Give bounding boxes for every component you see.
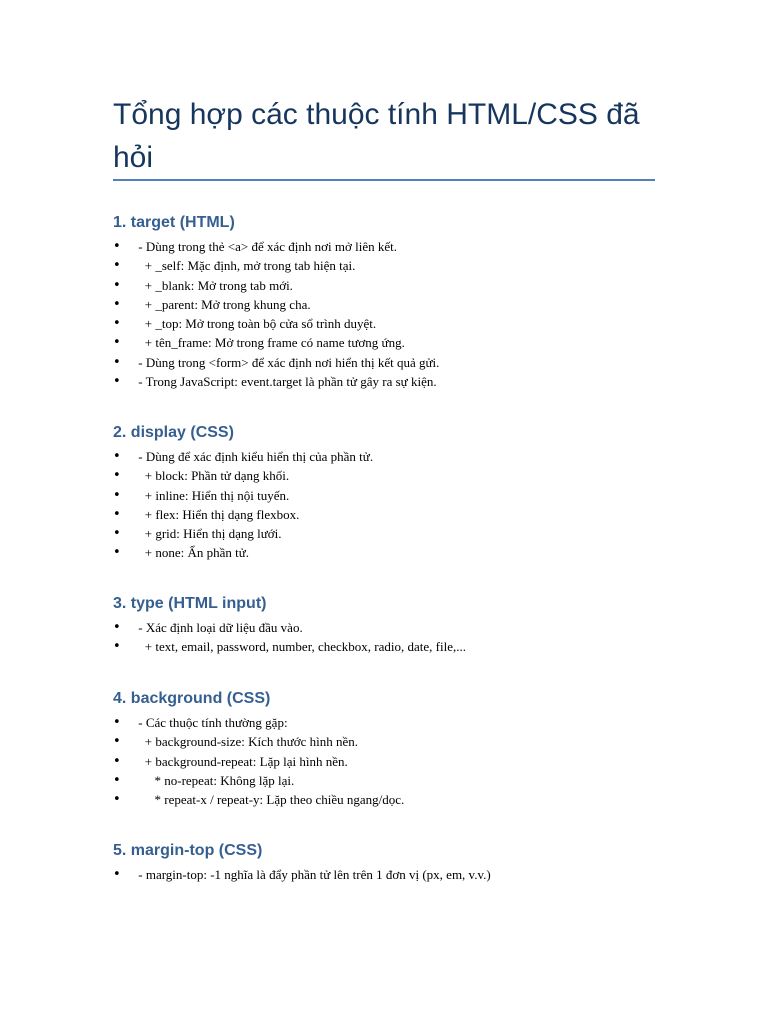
bullet-list	[113, 447, 673, 563]
list-item: • + _top: Mở trong toàn bộ cửa sổ trình duyệt.	[113, 314, 673, 333]
list-item: • - Dùng để xác định kiểu hiển thị của phần tử.	[113, 447, 673, 466]
bullet-icon: •	[113, 639, 121, 655]
list-item: • - Dùng trong <form> để xác định nơi hiển thị kết quả gửi.	[113, 353, 673, 372]
title-divider	[113, 179, 655, 181]
list-item: • + _self: Mặc định, mở trong tab hiện tại.	[113, 256, 673, 275]
bullet-icon: •	[113, 335, 121, 351]
section-heading: 3. type (HTML input)	[113, 595, 267, 612]
section-heading: 2. display (CSS)	[113, 424, 234, 441]
bullet-icon: •	[113, 620, 121, 635]
list-item: • - Các thuộc tính thường gặp:	[113, 713, 673, 732]
list-item: • + grid: Hiển thị dạng lưới.	[113, 524, 673, 543]
bullet-icon: •	[113, 468, 121, 484]
bullet-icon: •	[113, 715, 121, 730]
list-item: • - Trong JavaScript: event.target là phần tử gây ra sự kiện.	[113, 372, 673, 391]
bullet-icon: •	[113, 792, 121, 808]
list-item: • + block: Phần tử dạng khối.	[113, 466, 673, 485]
document-title: Tổng hợp các thuộc tính HTML/CSS đã hỏi	[113, 98, 640, 174]
bullet-icon: •	[113, 867, 121, 882]
bullet-icon: •	[113, 316, 121, 332]
bullet-list	[113, 618, 673, 657]
bullet-icon: •	[113, 296, 121, 312]
list-item: • + background-repeat: Lặp lại hình nền.	[113, 752, 673, 771]
bullet-icon: •	[113, 734, 121, 750]
bullet-icon: •	[113, 487, 121, 503]
bullet-list	[113, 865, 673, 884]
bullet-list	[113, 237, 673, 391]
list-item: • + flex: Hiển thị dạng flexbox.	[113, 505, 673, 524]
section-target	[113, 213, 673, 391]
list-item: • + tên_frame: Mở trong frame có name tương ứng.	[113, 333, 673, 352]
bullet-icon: •	[113, 239, 121, 254]
list-item: • - margin-top: -1 nghĩa là đẩy phần tử lên trên 1 đơn vị (px, em, v.v.)	[113, 865, 673, 884]
section-type	[113, 594, 673, 657]
bullet-icon: •	[113, 772, 121, 788]
bullet-list	[113, 713, 673, 809]
bullet-icon: •	[113, 354, 121, 370]
list-item: • * no-repeat: Không lặp lại.	[113, 771, 673, 790]
section-background	[113, 689, 673, 809]
list-item: • - Dùng trong thẻ <a> để xác định nơi mở liên kết.	[113, 237, 673, 256]
list-item: • + background-size: Kích thước hình nền.	[113, 732, 673, 751]
list-item: • + text, email, password, number, checkbox, radio, date, file,...	[113, 637, 673, 656]
bullet-icon: •	[113, 258, 121, 274]
list-item: • - Xác định loại dữ liệu đầu vào.	[113, 618, 673, 637]
bullet-icon: •	[113, 374, 121, 390]
list-item: • + _parent: Mở trong khung cha.	[113, 295, 673, 314]
list-item: • * repeat-x / repeat-y: Lặp theo chiều ngang/dọc.	[113, 790, 673, 809]
bullet-icon: •	[113, 526, 121, 542]
bullet-icon: •	[113, 449, 121, 464]
list-item: • + none: Ẩn phần tử.	[113, 543, 673, 562]
section-margin-top	[113, 841, 673, 884]
list-item: • + _blank: Mở trong tab mới.	[113, 276, 673, 295]
bullet-icon: •	[113, 545, 121, 561]
section-display	[113, 423, 673, 563]
section-heading: 4. background (CSS)	[113, 690, 271, 707]
bullet-icon: •	[113, 277, 121, 293]
bullet-icon: •	[113, 753, 121, 769]
bullet-icon: •	[113, 506, 121, 522]
list-item: • + inline: Hiển thị nội tuyến.	[113, 486, 673, 505]
section-heading: 1. target (HTML)	[113, 214, 235, 231]
section-heading: 5. margin-top (CSS)	[113, 842, 263, 859]
